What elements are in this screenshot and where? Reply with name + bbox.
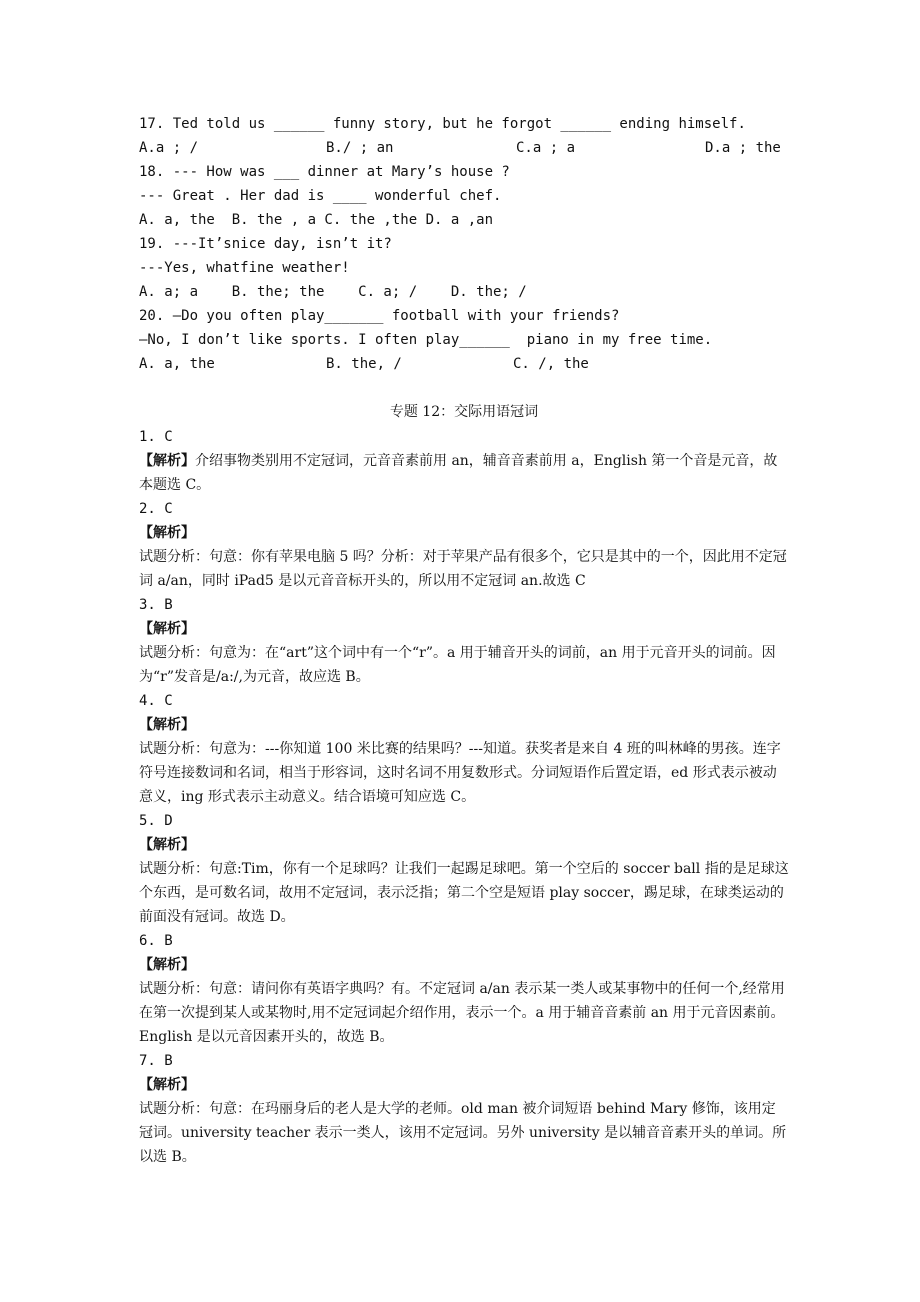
- answer-item: [139, 425, 789, 497]
- option-c: C.a ; a: [516, 140, 576, 156]
- question-stem: 18. --- How was ___ dinner at Mary’s house ?: [139, 164, 510, 180]
- answer-number: 5. D: [139, 813, 173, 829]
- answers-list: [139, 425, 789, 1169]
- section-title: 专题 12：交际用语冠词: [389, 404, 539, 420]
- question-18: [139, 160, 789, 232]
- explanation-tag: 【解析】: [139, 837, 195, 853]
- answer-number: 4. C: [139, 693, 173, 709]
- explanation-text: 介绍事物类别用不定冠词，元音音素前用 an，辅音音素前用 a，English 第一个音是元音，故本题选 C。: [139, 453, 778, 493]
- explanation-tag: 【解析】: [139, 525, 195, 541]
- answer-number: 1. C: [139, 429, 173, 445]
- explanation-tag: 【解析】: [139, 621, 195, 637]
- option-b: B. the, /: [326, 356, 402, 372]
- explanation-text: 试题分析：句意为：---你知道 100 米比赛的结果吗？---知道。获奖者是来自 4 班的叫林峰的男孩。连字符号连接数词和名词，相当于形容词，这时名词不用复数形式。分词短语作后置定语，ed 形式表示被动意义，ing 形式表示主动意义。结合语境可知应选 C。: [139, 741, 781, 805]
- options-line: A. a; a B. the; the C. a; / D. the; /: [139, 284, 527, 300]
- explanation-text: 试题分析：句意：在玛丽身后的老人是大学的老师。old man 被介词短语 behind Mary 修饰，该用定冠词。university teacher 表示一类人，该用不定冠词。另外 university 是以辅音音素开头的单词。所以选 B。: [139, 1101, 787, 1165]
- answer-number: 2. C: [139, 501, 173, 517]
- question-stem: 17. Ted told us ______ funny story, but he forgot ______ ending himself.: [139, 116, 746, 132]
- answer-item: [139, 1049, 789, 1169]
- question-19: [139, 232, 789, 304]
- explanation-text: 试题分析：句意为：在“art”这个词中有一个“r”。a 用于辅音开头的词前，an 用于元音开头的词前。因为“r”发音是/a:/,为元音，故应选 B。: [139, 645, 776, 685]
- answer-number: 3. B: [139, 597, 173, 613]
- option-d: D.a ; the: [705, 140, 781, 156]
- question-stem: 20. —Do you often play_______ football with your friends?: [139, 308, 620, 324]
- options-row: [139, 136, 789, 160]
- explanation-tag: 【解析】: [139, 717, 195, 733]
- explanation-tag: 【解析】: [139, 453, 195, 469]
- option-b: B./ ; an: [326, 140, 394, 156]
- answer-number: 6. B: [139, 933, 173, 949]
- explanation-text: 试题分析：句意：请问你有英语字典吗？有。不定冠词 a/an 表示某一类人或某事物中的任何一个,经常用在第一次提到某人或某物时,用不定冠词起介绍作用，表示一个。a 用于辅音音素前 an 用于元音因素前。English 是以元音因素开头的，故选 B。: [139, 981, 785, 1045]
- explanation-text: 试题分析：句意：你有苹果电脑 5 吗？分析：对于苹果产品有很多个，它只是其中的一个，因此用不定冠词 a/an，同时 iPad5 是以元音音标开头的，所以用不定冠词 an.故选 C: [139, 549, 787, 589]
- answer-item: [139, 689, 789, 809]
- question-stem: 19. ---It’snice day, isn’t it?: [139, 236, 392, 252]
- answer-item: [139, 929, 789, 1049]
- options-row: [139, 352, 789, 376]
- question-reply: —No, I don’t like sports. I often play______ piano in my free time.: [139, 332, 713, 348]
- question-reply: ---Yes, whatfine weather!: [139, 260, 350, 276]
- option-a: A. a, the: [139, 356, 215, 372]
- options-line: A. a, the B. the , a C. the ,the D. a ,an: [139, 212, 494, 228]
- question-reply: --- Great . Her dad is ____ wonderful chef.: [139, 188, 502, 204]
- answer-explanation: [139, 449, 789, 497]
- explanation-tag: 【解析】: [139, 1077, 195, 1093]
- answer-number: 7. B: [139, 1053, 173, 1069]
- answer-item: [139, 809, 789, 929]
- answer-item: [139, 497, 789, 593]
- explanation-text: 试题分析：句意:Tim，你有一个足球吗？让我们一起踢足球吧。第一个空后的 soccer ball 指的是足球这个东西，是可数名词，故用不定冠词，表示泛指；第二个空是短语 play soccer，踢足球，在球类运动的前面没有冠词。故选 D。: [139, 861, 789, 925]
- answer-item: [139, 593, 789, 689]
- section-title-block: [139, 400, 789, 424]
- explanation-tag: 【解析】: [139, 957, 195, 973]
- option-c: C. /, the: [513, 356, 589, 372]
- question-20: [139, 304, 789, 376]
- question-17: [139, 112, 789, 160]
- option-a: A.a ; /: [139, 140, 199, 156]
